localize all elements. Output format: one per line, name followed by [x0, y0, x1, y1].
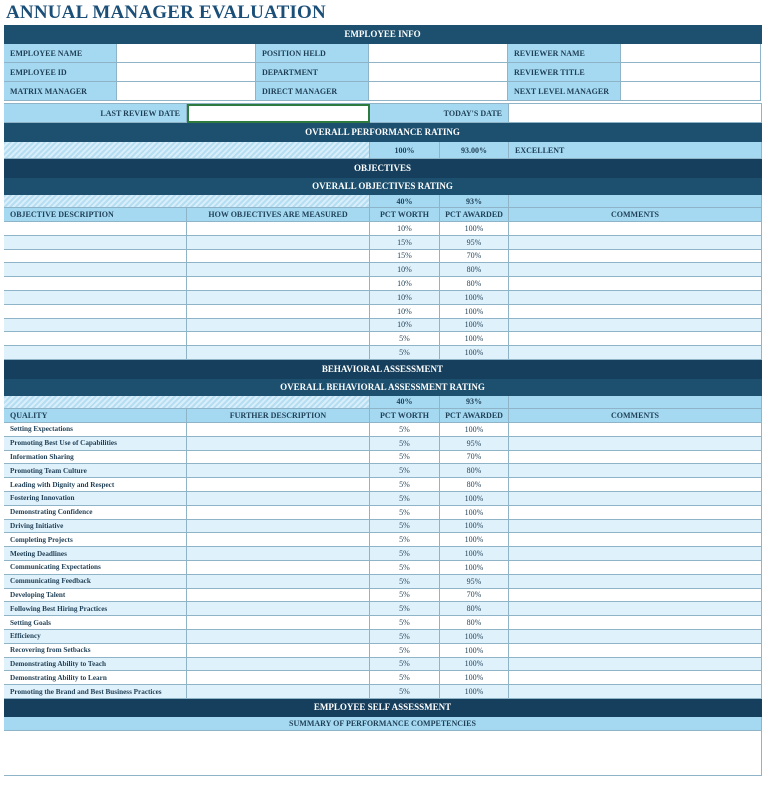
table-row — [4, 658, 762, 672]
employee-name-label: EMPLOYEE NAME — [4, 44, 117, 63]
further-description-cell[interactable] — [187, 520, 370, 534]
comments-cell[interactable] — [509, 222, 762, 236]
objective-measure-cell[interactable] — [187, 277, 370, 291]
objective-description-cell[interactable] — [4, 332, 187, 346]
further-description-cell[interactable] — [187, 547, 370, 561]
pct-worth-cell: 5% — [370, 451, 440, 465]
quality-cell: Demonstrating Ability to Learn — [4, 671, 187, 685]
quality-cell: Driving Initiative — [4, 520, 187, 534]
comments-cell[interactable] — [509, 602, 762, 616]
comments-cell[interactable] — [509, 685, 762, 699]
further-description-cell[interactable] — [187, 451, 370, 465]
table-row — [4, 222, 762, 236]
pct-worth-cell: 5% — [370, 658, 440, 672]
pct-worth-cell: 5% — [370, 575, 440, 589]
further-description-cell[interactable] — [187, 478, 370, 492]
table-row — [4, 644, 762, 658]
pct-worth-cell: 5% — [370, 346, 440, 360]
table-row — [4, 478, 762, 492]
pct-awarded-cell[interactable]: 100% — [440, 644, 509, 658]
col-quality: QUALITY — [4, 409, 187, 423]
quality-cell: Meeting Deadlines — [4, 547, 187, 561]
objective-measure-cell[interactable] — [187, 222, 370, 236]
pct-awarded-cell[interactable]: 80% — [440, 602, 509, 616]
table-row — [4, 685, 762, 699]
overall-performance-hatch — [4, 142, 370, 159]
pct-worth-cell: 5% — [370, 437, 440, 451]
pct-worth-cell: 5% — [370, 630, 440, 644]
next-level-manager-field[interactable] — [621, 82, 761, 101]
col-further-description: FURTHER DESCRIPTION — [187, 409, 370, 423]
pct-worth-cell: 15% — [370, 250, 440, 264]
comments-cell[interactable] — [509, 423, 762, 437]
table-row — [4, 291, 762, 305]
pct-awarded-cell[interactable]: 80% — [440, 464, 509, 478]
pct-awarded-cell[interactable]: 100% — [440, 533, 509, 547]
further-description-cell[interactable] — [187, 671, 370, 685]
comments-cell[interactable] — [509, 250, 762, 264]
pct-worth-cell: 5% — [370, 685, 440, 699]
self-assessment-subheader: SUMMARY OF PERFORMANCE COMPETENCIES — [4, 717, 762, 731]
further-description-cell[interactable] — [187, 616, 370, 630]
pct-worth-cell: 5% — [370, 547, 440, 561]
pct-awarded-cell[interactable]: 100% — [440, 492, 509, 506]
table-row — [4, 346, 762, 360]
quality-cell: Demonstrating Confidence — [4, 506, 187, 520]
comments-cell[interactable] — [509, 561, 762, 575]
table-row — [4, 630, 762, 644]
pct-worth-cell: 10% — [370, 263, 440, 277]
reviewer-title-field[interactable] — [621, 63, 761, 82]
objective-measure-cell[interactable] — [187, 291, 370, 305]
behavioral-hatch — [4, 396, 370, 409]
pct-worth-cell: 5% — [370, 520, 440, 534]
objective-measure-cell[interactable] — [187, 319, 370, 333]
table-row — [4, 602, 762, 616]
comments-cell[interactable] — [509, 332, 762, 346]
objective-description-cell[interactable] — [4, 346, 187, 360]
table-row — [4, 423, 762, 437]
matrix-manager-field[interactable] — [117, 82, 256, 101]
comments-cell[interactable] — [509, 671, 762, 685]
pct-awarded-cell[interactable]: 100% — [440, 506, 509, 520]
comments-cell[interactable] — [509, 533, 762, 547]
employee-id-label: EMPLOYEE ID — [4, 63, 117, 82]
pct-worth-cell: 5% — [370, 423, 440, 437]
pct-worth-cell: 10% — [370, 277, 440, 291]
comments-cell[interactable] — [509, 478, 762, 492]
pct-awarded-cell[interactable]: 100% — [440, 630, 509, 644]
comments-cell[interactable] — [509, 451, 762, 465]
pct-awarded-cell[interactable]: 70% — [440, 250, 509, 264]
pct-awarded-cell[interactable]: 100% — [440, 685, 509, 699]
objectives-hatch — [4, 195, 370, 208]
table-row — [4, 520, 762, 534]
further-description-cell[interactable] — [187, 464, 370, 478]
objective-description-cell[interactable] — [4, 250, 187, 264]
table-row — [4, 561, 762, 575]
table-row — [4, 671, 762, 685]
comments-cell[interactable] — [509, 277, 762, 291]
objective-measure-cell[interactable] — [187, 305, 370, 319]
self-assessment-header: EMPLOYEE SELF ASSESSMENT — [4, 699, 762, 717]
position-held-field[interactable] — [369, 44, 508, 63]
behavioral-rating-header: OVERALL BEHAVIORAL ASSESSMENT RATING — [4, 379, 762, 396]
objective-measure-cell[interactable] — [187, 332, 370, 346]
pct-awarded-cell[interactable]: 95% — [440, 236, 509, 250]
further-description-cell[interactable] — [187, 437, 370, 451]
page-title: ANNUAL MANAGER EVALUATION — [6, 2, 326, 23]
further-description-cell[interactable] — [187, 630, 370, 644]
overall-performance-header: OVERALL PERFORMANCE RATING — [4, 123, 762, 142]
further-description-cell[interactable] — [187, 533, 370, 547]
comments-cell[interactable] — [509, 492, 762, 506]
comments-cell[interactable] — [509, 291, 762, 305]
behavioral-header: BEHAVIORAL ASSESSMENT — [4, 360, 762, 379]
pct-awarded-cell[interactable]: 100% — [440, 222, 509, 236]
quality-cell: Leading with Dignity and Respect — [4, 478, 187, 492]
reviewer-name-field[interactable] — [621, 44, 761, 63]
comments-cell[interactable] — [509, 644, 762, 658]
employee-info-header: EMPLOYEE INFO — [4, 25, 762, 44]
comments-cell[interactable] — [509, 236, 762, 250]
comments-cell[interactable] — [509, 547, 762, 561]
behavioral-total-blank — [509, 396, 762, 409]
col-how-measured: HOW OBJECTIVES ARE MEASURED — [187, 208, 370, 222]
pct-worth-cell: 5% — [370, 533, 440, 547]
comments-cell[interactable] — [509, 520, 762, 534]
pct-awarded-cell[interactable]: 70% — [440, 589, 509, 603]
pct-worth-cell: 5% — [370, 492, 440, 506]
table-row — [4, 437, 762, 451]
pct-worth-cell: 5% — [370, 589, 440, 603]
objective-description-cell[interactable] — [4, 222, 187, 236]
pct-worth-cell: 5% — [370, 332, 440, 346]
todays-date-label: TODAY'S DATE — [370, 104, 509, 123]
further-description-cell[interactable] — [187, 492, 370, 506]
reviewer-title-label: REVIEWER TITLE — [508, 63, 621, 82]
comments-cell[interactable] — [509, 305, 762, 319]
pct-worth-cell: 5% — [370, 478, 440, 492]
pct-awarded-cell[interactable]: 100% — [440, 291, 509, 305]
objective-measure-cell[interactable] — [187, 250, 370, 264]
pct-awarded-cell[interactable]: 100% — [440, 520, 509, 534]
comments-cell[interactable] — [509, 630, 762, 644]
table-row — [4, 319, 762, 333]
self-assessment-field[interactable] — [4, 731, 762, 776]
objective-description-cell[interactable] — [4, 236, 187, 250]
department-field[interactable] — [369, 63, 508, 82]
further-description-cell[interactable] — [187, 589, 370, 603]
comments-cell[interactable] — [509, 658, 762, 672]
comments-cell[interactable] — [509, 589, 762, 603]
further-description-cell[interactable] — [187, 423, 370, 437]
comments-cell[interactable] — [509, 437, 762, 451]
pct-awarded-cell[interactable]: 95% — [440, 575, 509, 589]
pct-awarded-cell[interactable]: 100% — [440, 671, 509, 685]
table-row — [4, 305, 762, 319]
department-label: DEPARTMENT — [256, 63, 369, 82]
pct-worth-cell: 10% — [370, 319, 440, 333]
next-level-manager-label: NEXT LEVEL MANAGER — [508, 82, 621, 101]
pct-worth-cell: 10% — [370, 291, 440, 305]
objective-description-cell[interactable] — [4, 277, 187, 291]
pct-awarded-cell[interactable]: 80% — [440, 277, 509, 291]
quality-cell: Communicating Feedback — [4, 575, 187, 589]
pct-worth-cell: 5% — [370, 671, 440, 685]
pct-worth-cell: 10% — [370, 305, 440, 319]
pct-worth-cell: 5% — [370, 616, 440, 630]
pct-awarded-cell[interactable]: 80% — [440, 478, 509, 492]
table-row — [4, 236, 762, 250]
pct-worth-cell: 5% — [370, 602, 440, 616]
quality-cell: Promoting the Brand and Best Business Practices — [4, 685, 187, 699]
pct-awarded-cell[interactable]: 95% — [440, 437, 509, 451]
last-review-date-field[interactable] — [187, 104, 370, 123]
table-row — [4, 575, 762, 589]
quality-cell: Setting Expectations — [4, 423, 187, 437]
table-row — [4, 332, 762, 346]
todays-date-field[interactable] — [509, 104, 762, 123]
quality-cell: Following Best Hiring Practices — [4, 602, 187, 616]
col-pct-awarded: PCT AWARDED — [440, 208, 509, 222]
comments-cell[interactable] — [509, 464, 762, 478]
matrix-manager-label: MATRIX MANAGER — [4, 82, 117, 101]
objectives-total-blank — [509, 195, 762, 208]
pct-worth-cell: 5% — [370, 644, 440, 658]
col-comments: COMMENTS — [509, 409, 762, 423]
pct-awarded-cell[interactable]: 100% — [440, 332, 509, 346]
overall-rating-label: EXCELLENT — [509, 142, 762, 159]
further-description-cell[interactable] — [187, 575, 370, 589]
direct-manager-field[interactable] — [369, 82, 508, 101]
behavioral-total-worth: 40% — [370, 396, 440, 409]
comments-cell[interactable] — [509, 575, 762, 589]
table-row — [4, 451, 762, 465]
objectives-total-awarded: 93% — [440, 195, 509, 208]
position-held-label: POSITION HELD — [256, 44, 369, 63]
comments-cell[interactable] — [509, 346, 762, 360]
pct-awarded-cell[interactable]: 100% — [440, 305, 509, 319]
pct-awarded-cell[interactable]: 100% — [440, 319, 509, 333]
pct-worth-cell: 5% — [370, 561, 440, 575]
col-objective-description: OBJECTIVE DESCRIPTION — [4, 208, 187, 222]
pct-worth-cell: 15% — [370, 236, 440, 250]
table-row — [4, 277, 762, 291]
direct-manager-label: DIRECT MANAGER — [256, 82, 369, 101]
overall-pct-awarded: 93.00% — [440, 142, 509, 159]
table-row — [4, 589, 762, 603]
quality-cell: Fostering Innovation — [4, 492, 187, 506]
objective-measure-cell[interactable] — [187, 346, 370, 360]
employee-id-field[interactable] — [117, 63, 256, 82]
table-row — [4, 464, 762, 478]
quality-cell: Developing Talent — [4, 589, 187, 603]
quality-cell: Completing Projects — [4, 533, 187, 547]
quality-cell: Demonstrating Ability to Teach — [4, 658, 187, 672]
employee-name-field[interactable] — [117, 44, 256, 63]
col-pct-awarded: PCT AWARDED — [440, 409, 509, 423]
reviewer-name-label: REVIEWER NAME — [508, 44, 621, 63]
table-row — [4, 616, 762, 630]
quality-cell: Information Sharing — [4, 451, 187, 465]
col-pct-worth: PCT WORTH — [370, 208, 440, 222]
pct-worth-cell: 5% — [370, 506, 440, 520]
further-description-cell[interactable] — [187, 685, 370, 699]
objective-measure-cell[interactable] — [187, 263, 370, 277]
objectives-total-worth: 40% — [370, 195, 440, 208]
comments-cell[interactable] — [509, 263, 762, 277]
table-row — [4, 506, 762, 520]
table-row — [4, 547, 762, 561]
last-review-date-label: LAST REVIEW DATE — [4, 104, 187, 123]
pct-awarded-cell[interactable]: 100% — [440, 561, 509, 575]
pct-awarded-cell[interactable]: 70% — [440, 451, 509, 465]
pct-worth-cell: 10% — [370, 222, 440, 236]
objective-description-cell[interactable] — [4, 305, 187, 319]
further-description-cell[interactable] — [187, 561, 370, 575]
quality-cell: Promoting Best Use of Capabilities — [4, 437, 187, 451]
objectives-header: OBJECTIVES — [4, 159, 762, 178]
comments-cell[interactable] — [509, 506, 762, 520]
quality-cell: Recovering from Setbacks — [4, 644, 187, 658]
table-row — [4, 533, 762, 547]
objective-measure-cell[interactable] — [187, 236, 370, 250]
pct-awarded-cell[interactable]: 100% — [440, 547, 509, 561]
pct-awarded-cell[interactable]: 80% — [440, 616, 509, 630]
evaluation-sheet — [4, 25, 762, 776]
further-description-cell[interactable] — [187, 602, 370, 616]
pct-awarded-cell[interactable]: 100% — [440, 658, 509, 672]
further-description-cell[interactable] — [187, 658, 370, 672]
objective-description-cell[interactable] — [4, 291, 187, 305]
objective-description-cell[interactable] — [4, 319, 187, 333]
table-row — [4, 263, 762, 277]
comments-cell[interactable] — [509, 319, 762, 333]
table-row — [4, 492, 762, 506]
overall-pct-worth: 100% — [370, 142, 440, 159]
objective-description-cell[interactable] — [4, 263, 187, 277]
col-pct-worth: PCT WORTH — [370, 409, 440, 423]
objectives-rating-header: OVERALL OBJECTIVES RATING — [4, 178, 762, 195]
pct-worth-cell: 5% — [370, 464, 440, 478]
pct-awarded-cell[interactable]: 80% — [440, 263, 509, 277]
col-comments: COMMENTS — [509, 208, 762, 222]
further-description-cell[interactable] — [187, 506, 370, 520]
quality-cell: Setting Goals — [4, 616, 187, 630]
table-row — [4, 250, 762, 264]
comments-cell[interactable] — [509, 616, 762, 630]
pct-awarded-cell[interactable]: 100% — [440, 346, 509, 360]
further-description-cell[interactable] — [187, 644, 370, 658]
behavioral-total-awarded: 93% — [440, 396, 509, 409]
quality-cell: Efficiency — [4, 630, 187, 644]
quality-cell: Communicating Expectations — [4, 561, 187, 575]
quality-cell: Promoting Team Culture — [4, 464, 187, 478]
pct-awarded-cell[interactable]: 100% — [440, 423, 509, 437]
